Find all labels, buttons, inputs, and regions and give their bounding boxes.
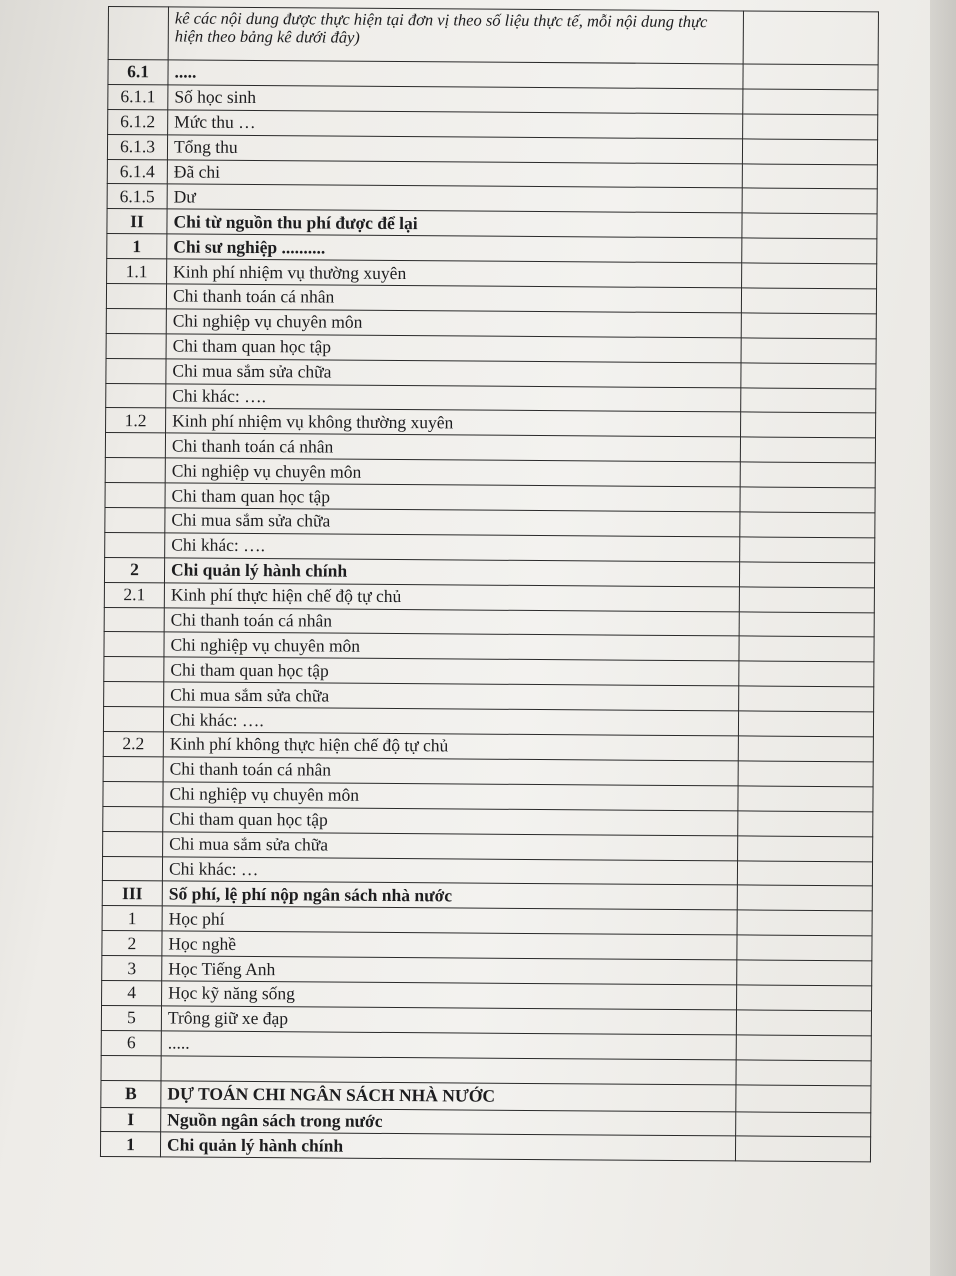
row-number	[105, 532, 165, 557]
row-number	[102, 856, 162, 881]
value-cell	[736, 1060, 871, 1086]
row-number	[105, 483, 165, 508]
row-number	[103, 831, 163, 856]
row-content: Chi quản lý hành chính	[160, 1132, 735, 1161]
row-number: 6.1.1	[108, 84, 168, 109]
row-content: Chi tham quan học tập	[166, 334, 741, 363]
row-content: Kinh phí nhiệm vụ thường xuyên	[167, 259, 742, 288]
row-content: Học Tiếng Anh	[162, 956, 737, 985]
row-content: Chi nghiệp vụ chuyên môn	[163, 782, 738, 811]
row-number: 4	[102, 980, 162, 1005]
row-number	[104, 607, 164, 632]
row-number: I	[101, 1107, 161, 1132]
value-cell	[736, 1111, 871, 1137]
row-number: 5	[101, 1005, 161, 1030]
value-cell	[739, 612, 874, 638]
row-number: 1.1	[107, 259, 167, 284]
row-number	[106, 383, 166, 408]
table-row	[100, 1132, 870, 1162]
row-content: Học kỹ năng sống	[162, 981, 737, 1010]
row-content: Chi thanh toán cá nhân	[164, 608, 739, 637]
intro-row	[108, 7, 878, 65]
row-number	[106, 358, 166, 383]
row-number: 1	[100, 1132, 160, 1157]
value-cell	[741, 288, 876, 314]
row-content: Số học sinh	[168, 85, 743, 114]
row-number: 6.1.4	[107, 159, 167, 184]
row-content: Kinh phí không thực hiện chế độ tự chủ	[163, 732, 738, 761]
value-cell	[739, 661, 874, 687]
row-number: 1.2	[106, 408, 166, 433]
row-number	[104, 657, 164, 682]
row-number	[105, 458, 165, 483]
value-cell	[742, 238, 877, 264]
row-content: Chi thanh toán cá nhân	[163, 757, 738, 786]
value-cell	[743, 64, 878, 90]
value-cell	[738, 811, 873, 837]
value-cell	[743, 11, 878, 65]
row-number	[101, 1055, 161, 1080]
row-number: II	[107, 209, 167, 234]
value-cell	[740, 537, 875, 563]
value-cell	[737, 910, 872, 936]
value-cell	[738, 786, 873, 812]
value-cell	[737, 960, 872, 986]
row-content: Tổng thu	[167, 135, 742, 164]
row-content: Chi mua sắm sửa chữa	[166, 359, 741, 388]
row-number: 2	[104, 557, 164, 582]
row-content: .....	[168, 60, 743, 89]
row-number: 6.1.3	[107, 134, 167, 159]
value-cell	[737, 935, 872, 961]
value-cell	[741, 338, 876, 364]
row-number: 6.1	[108, 60, 168, 85]
row-content: Chi khác: ….	[165, 533, 740, 562]
row-content: Đã chi	[167, 159, 742, 188]
value-cell	[737, 885, 872, 911]
row-content: Trông giữ xe đạp	[161, 1006, 736, 1035]
value-cell	[741, 363, 876, 389]
row-content: Chi quản lý hành chính	[164, 558, 739, 587]
value-cell	[738, 711, 873, 737]
row-content: Học nghề	[162, 931, 737, 960]
row-number	[103, 781, 163, 806]
value-cell	[741, 388, 876, 414]
value-cell	[742, 188, 877, 214]
row-number	[103, 756, 163, 781]
value-cell	[740, 487, 875, 513]
row-content: Chi từ nguồn thu phí được để lại	[167, 209, 742, 238]
row-content: Học phí	[162, 906, 737, 935]
row-content: Chi nghiệp vụ chuyên môn	[165, 458, 740, 487]
value-cell	[739, 636, 874, 662]
row-number: 2	[102, 931, 162, 956]
value-cell	[743, 89, 878, 115]
row-number	[106, 308, 166, 333]
row-content: Chi mua sắm sửa chữa	[163, 832, 738, 861]
row-content: Kinh phí thực hiện chế độ tự chủ	[164, 583, 739, 612]
row-content: Chi mua sắm sửa chữa	[165, 508, 740, 537]
row-number: 6.1.2	[108, 109, 168, 134]
value-cell	[740, 462, 875, 488]
row-number	[103, 707, 163, 732]
row-number: 2.1	[104, 582, 164, 607]
row-content: Chi sư nghiệp ..........	[167, 234, 742, 263]
row-content: DỰ TOÁN CHI NGÂN SÁCH NHÀ NƯỚC	[161, 1080, 736, 1111]
value-cell	[739, 587, 874, 613]
value-cell	[738, 736, 873, 762]
row-number: 2.2	[103, 732, 163, 757]
row-number: 6	[101, 1030, 161, 1055]
row-content: Chi thanh toán cá nhân	[165, 433, 740, 462]
value-cell	[738, 836, 873, 862]
row-number	[105, 433, 165, 458]
row-content: Dư	[167, 184, 742, 213]
value-cell	[742, 263, 877, 289]
value-cell	[738, 761, 873, 787]
value-cell	[737, 985, 872, 1011]
value-cell	[735, 1136, 870, 1162]
row-content: Chi tham quan học tập	[165, 483, 740, 512]
row-content: Chi nghiệp vụ chuyên môn	[166, 309, 741, 338]
row-number	[106, 333, 166, 358]
row-content: Chi nghiệp vụ chuyên môn	[164, 632, 739, 661]
value-cell	[742, 213, 877, 239]
value-cell	[736, 1084, 871, 1112]
value-cell	[742, 139, 877, 165]
value-cell	[741, 412, 876, 438]
row-content: Số phí, lệ phí nộp ngân sách nhà nước	[162, 881, 737, 910]
row-content: Chi tham quan học tập	[163, 807, 738, 836]
budget-table	[100, 6, 879, 1163]
row-number: 3	[102, 956, 162, 981]
value-cell	[739, 562, 874, 588]
intro-text: kê các nội dung được thực hiện tại đơn vị theo số liệu thực tế, mỗi nội dung thực hiện theo bảng kê dưới đây)	[168, 7, 743, 64]
value-cell	[736, 1010, 871, 1036]
row-number: 1	[107, 234, 167, 259]
row-content: Kinh phí nhiệm vụ không thường xuyên	[166, 408, 741, 437]
value-cell	[740, 437, 875, 463]
value-cell	[737, 860, 872, 886]
row-number: 1	[102, 906, 162, 931]
row-number: III	[102, 881, 162, 906]
row-number	[104, 682, 164, 707]
value-cell	[743, 114, 878, 140]
row-number	[108, 7, 168, 60]
value-cell	[741, 313, 876, 339]
row-content: Chi tham quan học tập	[164, 657, 739, 686]
value-cell	[742, 163, 877, 189]
value-cell	[739, 686, 874, 712]
row-content: Chi khác: …	[162, 856, 737, 885]
row-content: .....	[161, 1031, 736, 1060]
value-cell	[740, 512, 875, 538]
page-edge	[930, 0, 956, 1276]
row-number	[106, 284, 166, 309]
row-number	[104, 632, 164, 657]
row-content: Chi mua sắm sửa chữa	[164, 682, 739, 711]
row-number	[105, 508, 165, 533]
row-number	[103, 806, 163, 831]
row-content: Chi khác: ….	[163, 707, 738, 736]
row-content: Mức thu …	[168, 110, 743, 139]
row-content: Chi thanh toán cá nhân	[166, 284, 741, 313]
row-number: 6.1.5	[107, 184, 167, 209]
row-content: Nguồn ngân sách trong nước	[161, 1107, 736, 1136]
row-content: Chi khác: ….	[166, 383, 741, 412]
value-cell	[736, 1035, 871, 1061]
budget-table-body	[100, 7, 878, 1163]
row-number: B	[101, 1080, 161, 1107]
